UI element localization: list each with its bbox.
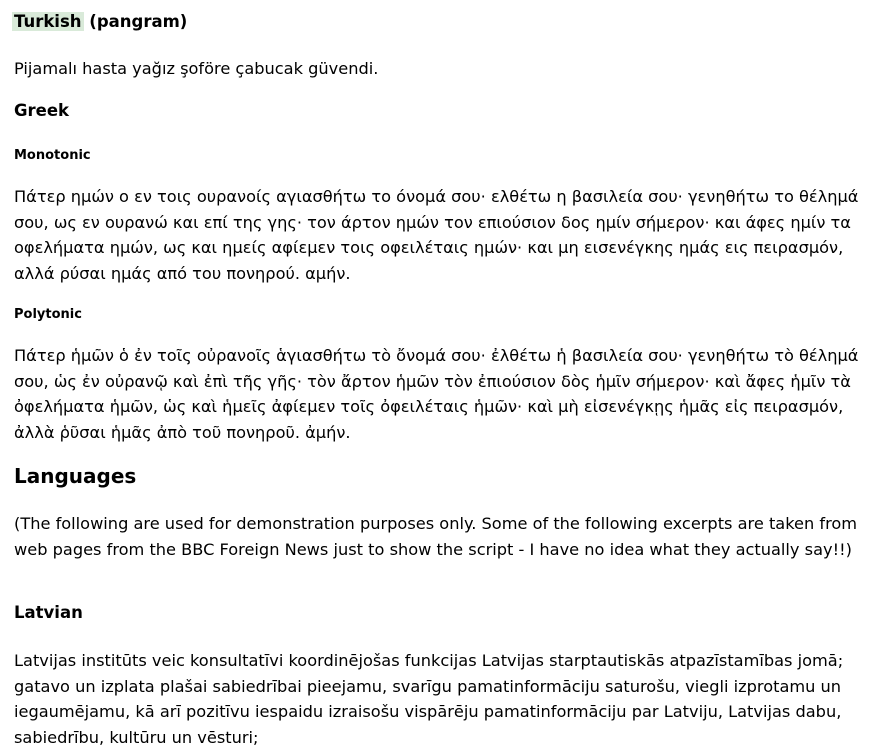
latvian-text: Latvijas institūts veic konsultatīvi koordinējošas funkcijas Latvijas starptautiskās atpazīstamības jomā; gatavo un izplata plašai sabiedrībai pieejamu, svarīgu pamatinformāciju saturošu, viegli izprotamu un iegaumējamu, kā arī pozitīvu iespaidu izraisošu vispārēju pamatinformāciju par Latviju, Latvijas dabu, sabiedrību, kultūru un vēsturi; [14,651,844,747]
turkish-heading-highlight: Turkish [14,12,82,31]
polytonic-text: Πάτερ ἡμῶν ὁ ἐν τοῖς οὐρανοῖς ἁγιασθήτω τὸ ὄνομά σου· ἐλθέτω ἡ βασιλεία σου· γενηθήτω τὸ θέλημά σου, ὡς ἐν οὐρανῷ καὶ ἐπὶ τῆς γῆς· τὸν ἄρτον ἡμῶν τὸν ἐπιούσιον δὸς ἡμῖν σήμερον· καὶ ἄφες ἡμῖν τὰ ὀφελήματα ἡμῶν, ὡς καὶ ἡμεῖς ἀφίεμεν τοῖς ὀφειλέταις ἡμῶν· καὶ μὴ εἰσενέγκῃς ἡμᾶς εἰς πειρασμόν, ἀλλὰ ῥῦσαι ἡμᾶς ἀπὸ τοῦ πονηροῦ. ἀμήν. [14,346,859,442]
turkish-heading [14,11,187,33]
turkish-heading-suffix: (pangram) [83,12,188,31]
monotonic-text: Πάτερ ημών ο εν τοις ουρανοίς αγιασθήτω το όνομά σου· ελθέτω η βασιλεία σου· γενηθήτω το θέλημά σου, ως εν ουρανώ και επί της γης· τον άρτον ημών τον επιούσιον δος ημίν σήμερον· και άφες ημίν τα οφελήματα ημών, ως και ημείς αφίεμεν τοις οφειλέταις ημών· και μη εισενέγκης ημάς εις πειρασμόν, αλλά ρύσαι ημάς από του πονηρού. αμήν. [14,187,859,283]
languages-heading: Languages [14,464,137,488]
monotonic-heading: Monotonic [14,148,91,163]
languages-disclaimer-text: (The following are used for demonstration purposes only. Some of the following excerpts are taken from web pages from the BBC Foreign News just to show the script - I have no idea what they actually say!!) [14,514,858,559]
greek-heading: Greek [14,101,70,120]
latvian-heading: Latvian [14,603,83,622]
turkish-pangram-text: Pijamalı hasta yağız şoföre çabucak güvendi. [14,59,379,78]
polytonic-heading: Polytonic [14,307,82,322]
